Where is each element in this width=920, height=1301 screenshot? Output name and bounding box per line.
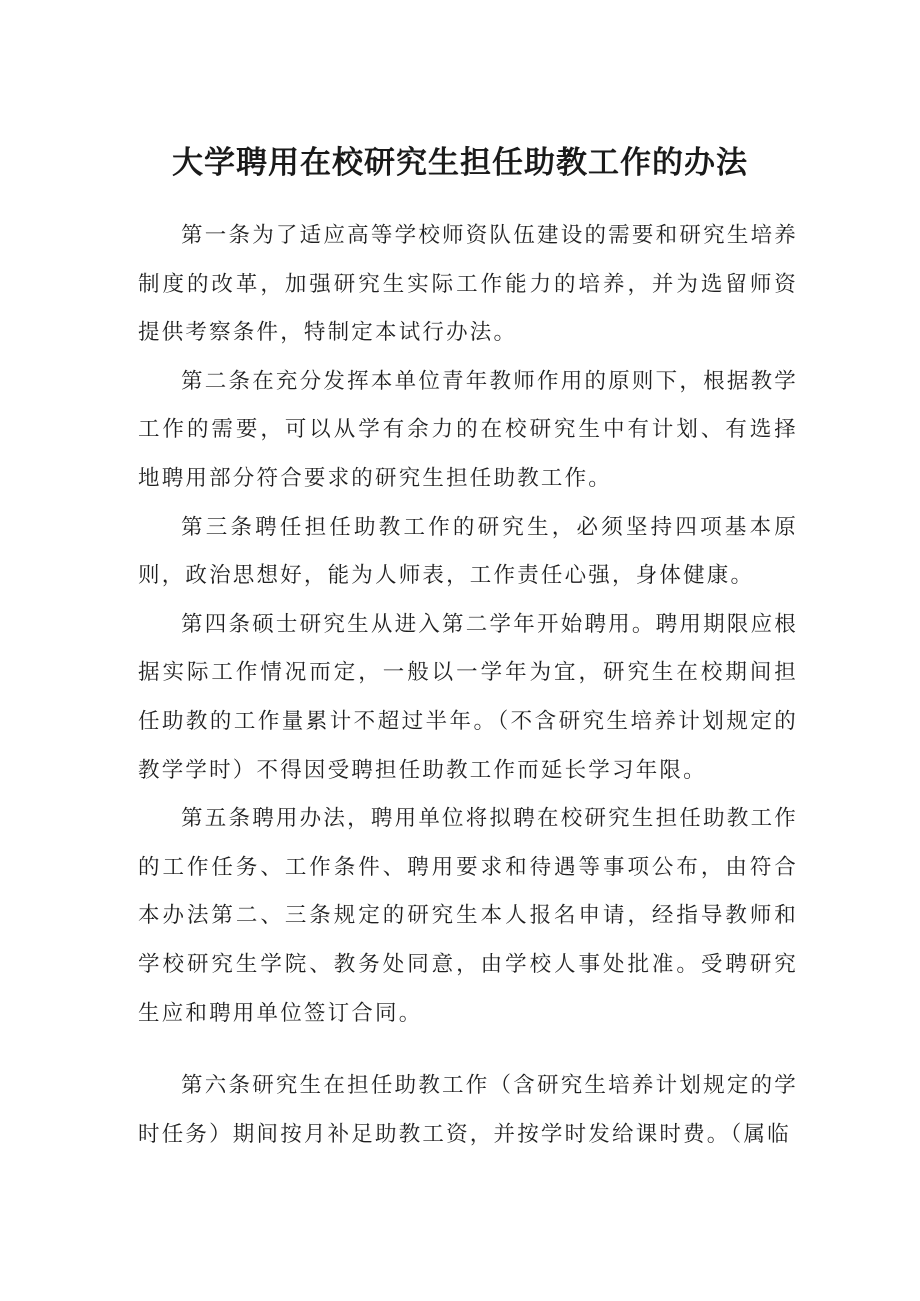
paragraph-article-5: 第五条聘用办法，聘用单位将拟聘在校研究生担任助教工作的工作任务、工作条件、聘用要求和待遇等事项公布，由符合本办法第二、三条规定的研究生本人报名申请，经指导教师和学校研究生学院、教务处同意，由学校人事处批准。受聘研究生应和聘用单位签订合同。 [138, 806, 798, 1026]
paragraph-article-6: 第六条研究生在担任助教工作（含研究生培养计划规定的学时任务）期间按月补足助教工资，并按学时发给课时费。（属临 [138, 1073, 798, 1147]
paragraph-article-4: 第四条硕士研究生从进入第二学年开始聘用。聘用期限应根据实际工作情况而定，一般以一学年为宜，研究生在校期间担任助教的工作量累计不超过半年。（不含研究生培养计划规定的教学学时）不得因受聘担任助教工作而延长学习年限。 [138, 611, 798, 783]
document-body [138, 212, 798, 1159]
paragraph-article-3: 第三条聘任担任助教工作的研究生，必须坚持四项基本原则，政治思想好，能为人师表，工作责任心强，身体健康。 [138, 514, 798, 589]
paragraph-article-1: 第一条为了适应高等学校师资队伍建设的需要和研究生培养制度的改革，加强研究生实际工作能力的培养，并为选留师资提供考察条件，特制定本试行办法。 [138, 223, 798, 346]
document-title: 大学聘用在校研究生担任助教工作的办法 [172, 145, 748, 181]
paragraph-article-2: 第二条在充分发挥本单位青年教师作用的原则下，根据教学工作的需要，可以从学有余力的在校研究生中有计划、有选择地聘用部分符合要求的研究生担任助教工作。 [138, 368, 798, 491]
